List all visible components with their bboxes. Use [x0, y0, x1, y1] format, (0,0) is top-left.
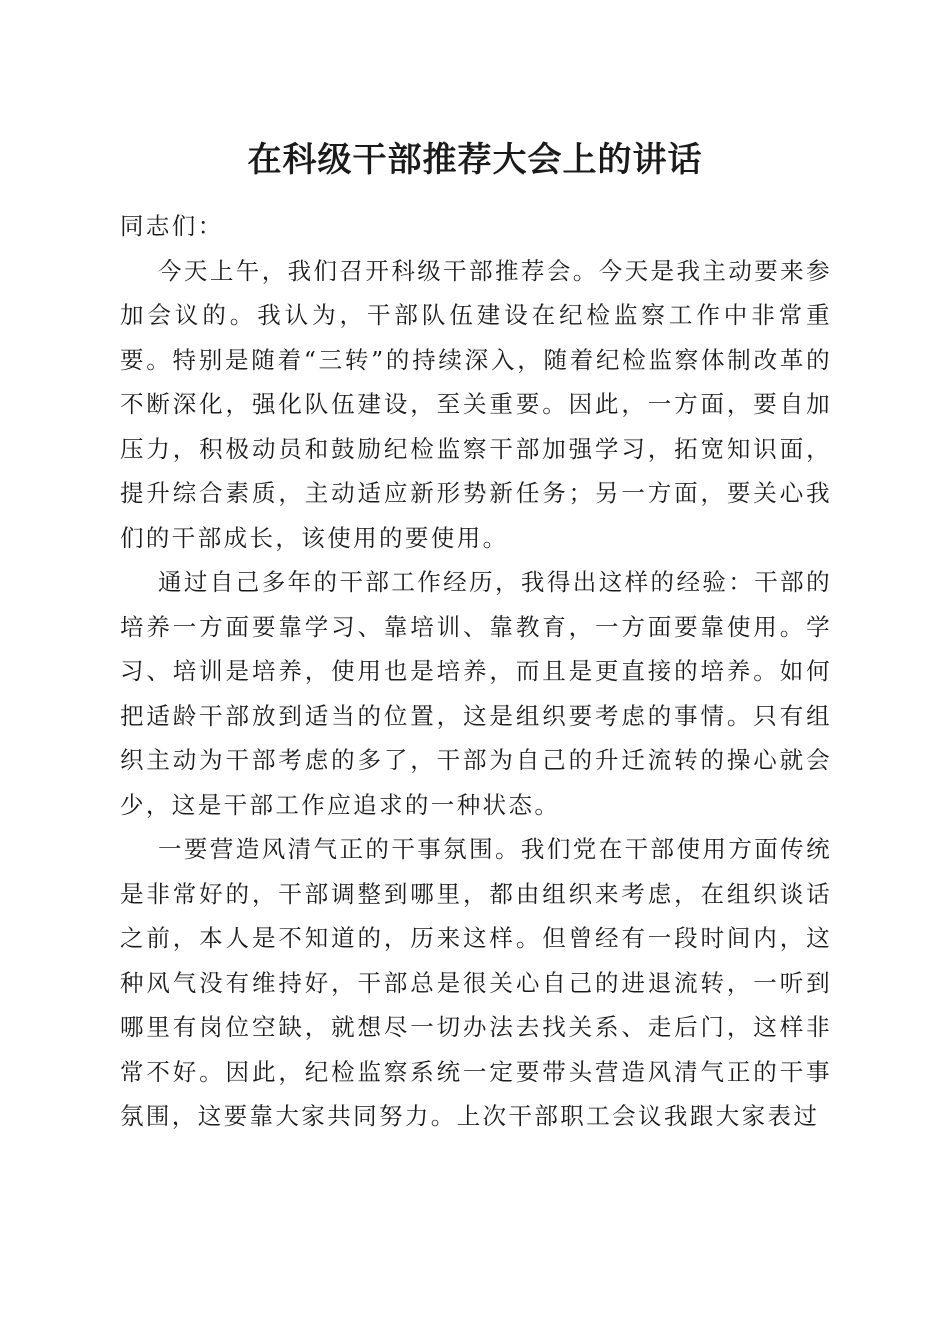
document-body [120, 204, 832, 1139]
paragraph-2: 通过自己多年的干部工作经历，我得出这样的经验：干部的培养一方面要靠学习、靠培训、靠教育，一方面要靠使用。学习、培训是培养，使用也是培养，而且是更直接的培养。如何把适龄干部放到适当的位置，这是组织要考虑的事情。只有组织主动为干部考虑的多了，干部为自己的升迁流转的操心就会少，这是干部工作应追求的一种状态。 [120, 568, 832, 819]
document-title: 在科级干部推荐大会上的讲话 [247, 140, 703, 180]
paragraph-3: 一要营造风清气正的干事氛围。我们党在干部使用方面传统是非常好的，干部调整到哪里，都由组织来考虑，在组织谈话之前，本人是不知道的，历来这样。但曾经有一段时间内，这种风气没有维持好，干部总是很关心自己的进退流转，一听到哪里有岗位空缺，就想尽一切办法去找关系、走后门，这样非常不好。因此，纪检监察系统一定要带头营造风清气正的干事氛围，这要靠大家共同努力。上次干部职工会议我跟大家表过 [120, 835, 832, 1130]
paragraph-1: 今天上午，我们召开科级干部推荐会。今天是我主动要来参加会议的。我认为，干部队伍建设在纪检监察工作中非常重要。特别是随着“三转”的持续深入，随着纪检监察体制改革的不断深化，强化队伍建设，至关重要。因此，一方面，要自加压力，积极动员和鼓励纪检监察干部加强学习，拓宽知识面，提升综合素质，主动适应新形势新任务；另一方面，要关心我们的干部成长，该使用的要使用。 [120, 256, 832, 552]
salutation: 同志们： [120, 212, 224, 240]
